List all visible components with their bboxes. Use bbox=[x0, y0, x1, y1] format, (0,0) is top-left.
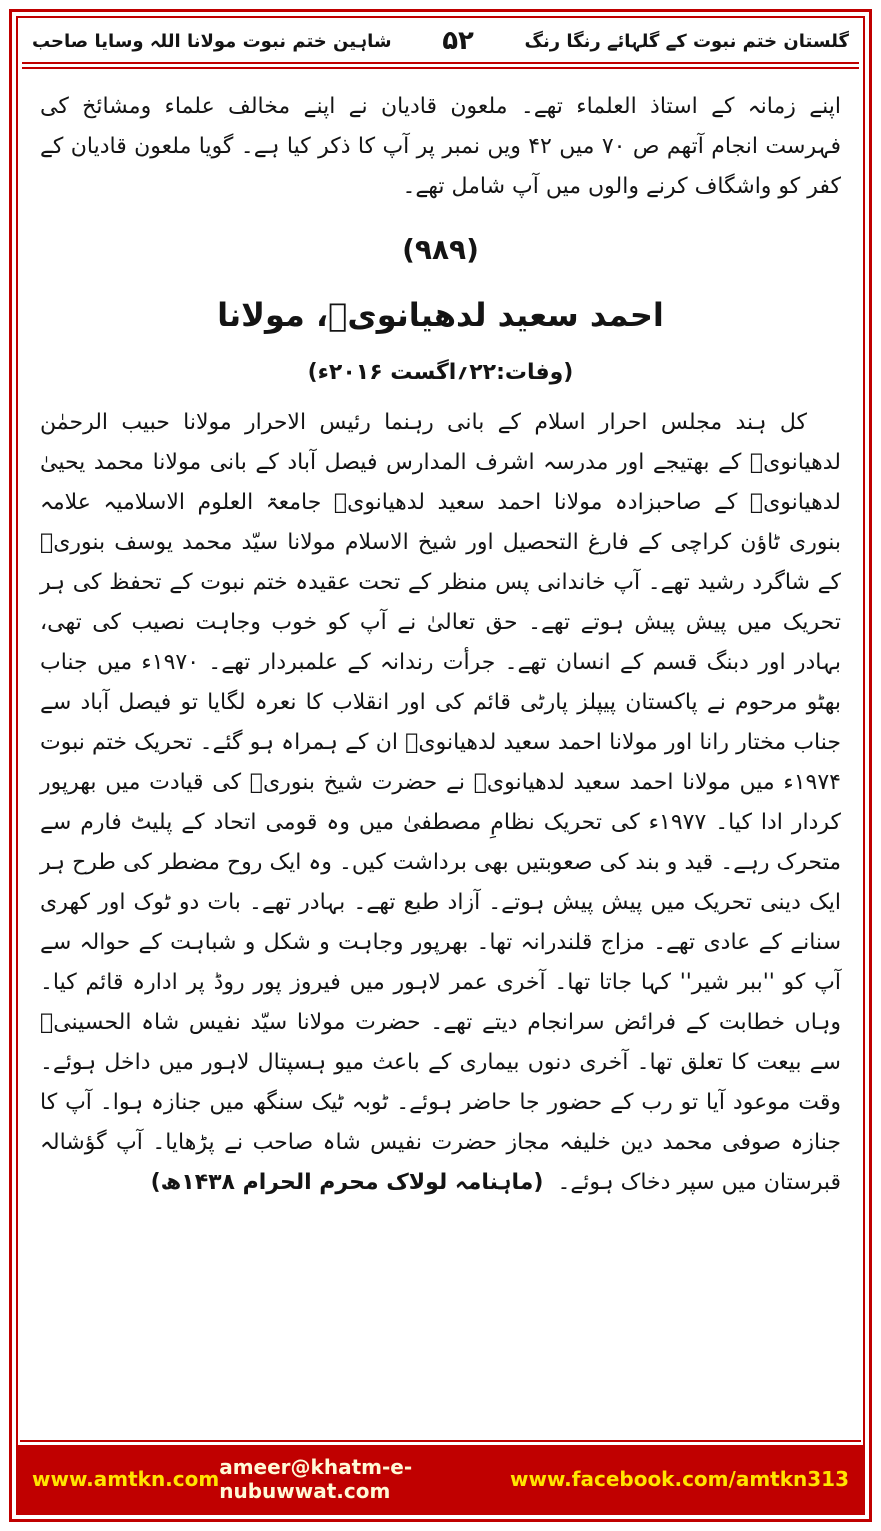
footer-divider-rule bbox=[20, 1440, 861, 1442]
entry-body-text: کل ہند مجلس احرار اسلام کے بانی رہنما رئیس الاحرار مولانا حبیب الرحمٰن لدھیانویؒ کے بھتیجے اور مدرسہ اشرف المدارس فیصل آباد کے بانی مولانا محمد یحییٰ لدھیانویؒ کے صاحبزادہ مولانا احمد سعید لدھیانویؒ جامعۃ العلوم الاسلامیہ علامہ بنوری ٹاؤن کراچی کے فارغ التحصیل اور شیخ الاسلام مولانا سیّد محمد یوسف بنوریؒ کے شاگرد رشید تھے۔ آپ خاندانی پس منظر کے تحت عقیدہ ختم نبوت کے تحفظ کی ہر تحریک میں پیش پیش ہوتے تھے۔ حق تعالیٰ نے آپ کو خوب وجاہت نصیب کی تھی، بہادر اور دبنگ قسم کے انسان تھے۔ جرأت رندانہ کے علمبردار تھے۔ ۱۹۷۰ء میں جناب بھٹو مرحوم نے پاکستان پیپلز پارٹی قائم کی اور انقلاب کا نعرہ لگایا تو فیصل آباد سے جناب مختار رانا اور مولانا احمد سعید لدھیانویؒ ان کے ہمراہ ہو گئے۔ تحریک ختم نبوت ۱۹۷۴ء میں مولانا احمد سعید لدھیانویؒ نے حضرت شیخ بنوریؒ کی قیادت میں بھرپور کردار ادا کیا۔ ۱۹۷۷ء کی تحریک نظامِ مصطفیٰ میں وہ قومی اتحاد کے پلیٹ فارم سے متحرک رہے۔ قید و بند کی صعوبتیں بھی برداشت کیں۔ وہ ایک روح مضطر کی طرح ہر ایک دینی تحریک میں پیش پیش ہوتے۔ آزاد طبع تھے۔ بہادر تھے۔ بات دو ٹوک اور کھری سنانے کے عادی تھے۔ مزاج قلندرانہ تھا۔ بھرپور وجاہت و شکل و شباہت کے حوالہ سے آپ کو ''ببر شیر'' کہا جاتا تھا۔ آخری عمر لاہور میں فیروز پور روڈ پر ادارہ قائم کیا۔ وہاں خطابت کے فرائض سرانجام دیتے تھے۔ حضرت مولانا سیّد نفیس شاہ الحسینیؒ سے بیعت کا تعلق تھا۔ آخری دنوں بیماری کے باعث میو ہسپتال لاہور میں داخل ہوئے۔ وقت موعود آیا تو رب کے حضور جا حاضر ہوئے۔ ٹوبہ ٹیک سنگھ میں جنازہ ہوا۔ آپ کا جنازہ صوفی محمد دین خلیفہ مجاز حضرت نفیس شاہ صاحب نے پڑھایا۔ آپ گؤشالہ قبرستان میں سپر دخاک ہوئے۔ bbox=[40, 410, 841, 1195]
footer-email-address: ameer@khatm-e-nubuwwat.com bbox=[219, 1455, 413, 1503]
header-right-title: گلستان ختم نبوت کے گلہائے رنگا رنگ bbox=[524, 30, 849, 52]
footer-facebook-url: www.facebook.com/amtkn313 bbox=[510, 1467, 849, 1491]
intro-paragraph: اپنے زمانہ کے استاذ العلماء تھے۔ ملعون قادیان نے اپنے مخالف علماء ومشائخ کی فہرست انجام آتھم ص ۷۰ میں ۴۲ ویں نمبر پر آپ کا ذکر کیا ہے۔ گویا ملعون قادیان کے کفر کو واشگاف کرنے والوں میں آپ شامل تھے۔ bbox=[40, 94, 842, 199]
header-left-title: شاہین ختم نبوت مولانا اللہ وسایا صاحب bbox=[32, 30, 392, 52]
page-header bbox=[18, 18, 863, 62]
header-divider-rule bbox=[22, 62, 859, 69]
entry-body-paragraph bbox=[40, 403, 841, 1203]
footer-website-url: www.amtkn.com bbox=[32, 1467, 220, 1491]
entry-death-date: (وفات:۲۲؍اگست ۲۰۱۶ء) bbox=[307, 360, 574, 385]
footer-bar bbox=[18, 1445, 863, 1513]
entry-number: (۹۸۹) bbox=[402, 233, 479, 266]
page-border-outer bbox=[9, 9, 872, 1522]
header-page-number: ۵۲ bbox=[442, 26, 474, 56]
page-main-content bbox=[18, 69, 863, 1440]
page-border-inner bbox=[16, 16, 865, 1515]
source-note: (ماہنامہ لولاک محرم الحرام ۱۴۳۸ھ) bbox=[150, 1170, 544, 1195]
entry-title: احمد سعید لدھیانویؒ، مولانا bbox=[217, 296, 664, 334]
